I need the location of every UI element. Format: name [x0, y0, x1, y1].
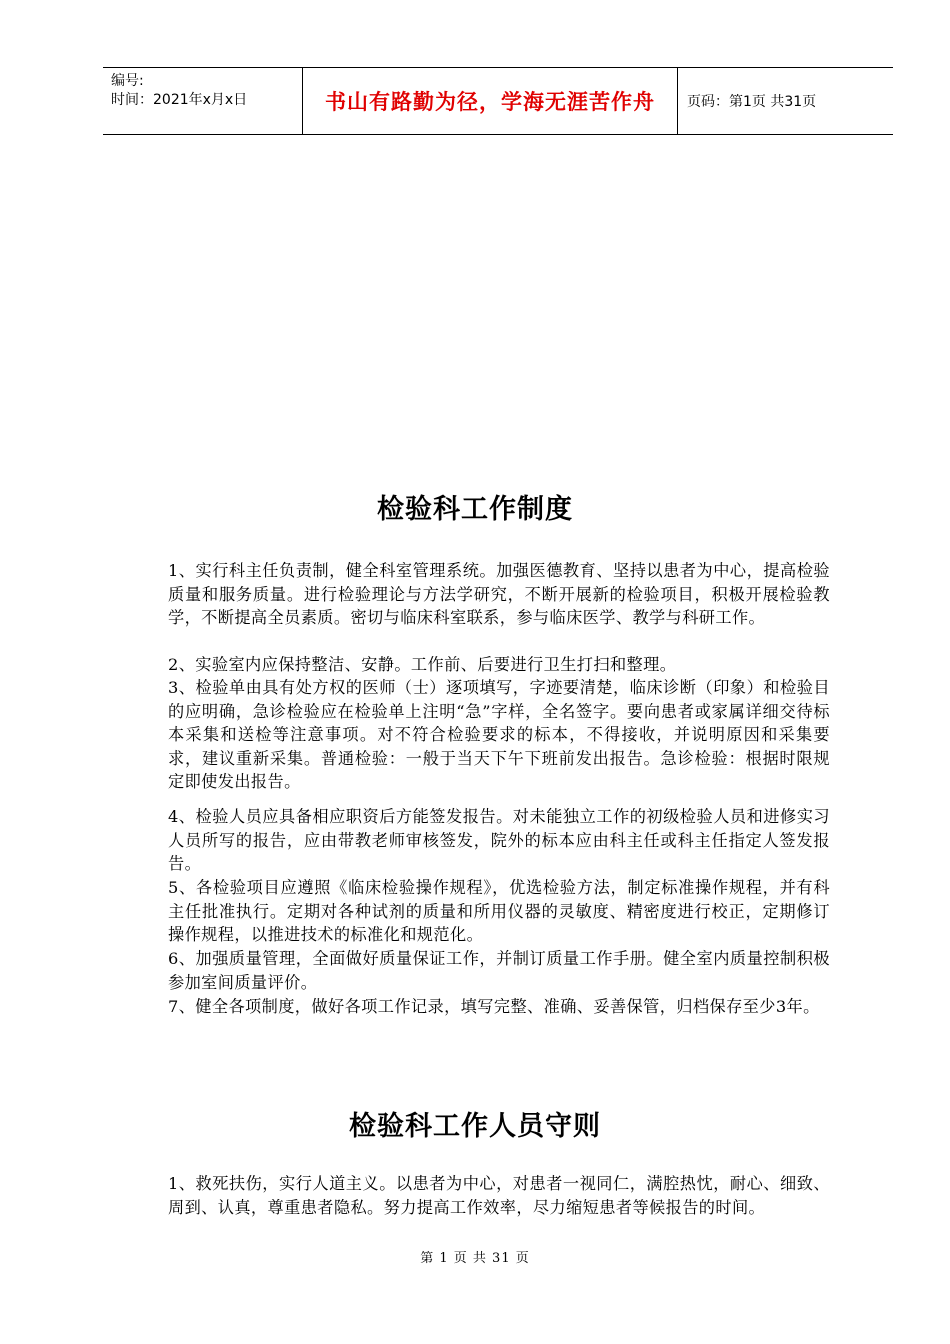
document-number-label: 编号:	[111, 73, 144, 89]
page-header	[103, 67, 893, 135]
section1-item-6: 6、加强质量管理，全面做好质量保证工作，并制订质量工作手册。健全室内质量控制积极参加室间质量评价。	[168, 949, 830, 992]
section1-item-2: 2、实验室内应保持整洁、安静。工作前、后要进行卫生打扫和整理。	[168, 655, 677, 674]
section2-title: 检验科工作人员守则	[349, 1111, 601, 1142]
section1-item-5: 5、各检验项目应遵照《临床检验操作规程》，优选检验方法，制定标准操作规程，并有科主任批准执行。定期对各种试剂的质量和所用仪器的灵敏度、精密度进行校正，定期修订操作规程，以推进技术的标准化和规范化。	[168, 878, 830, 944]
header-info-cell	[103, 68, 303, 134]
section1-item-3: 3、检验单由具有处方权的医师（士）逐项填写，字迹要清楚，临床诊断（印象）和检验目的应明确，急诊检验应在检验单上注明“急”字样，全名签字。要向患者或家属详细交待标本采集和送检等注意事项。对不符合检验要求的标本，不得接收，并说明原因和采集要求，建议重新采集。普通检验：一般于当天下午下班前发出报告。急诊检验：根据时限规定即使发出报告。	[168, 678, 830, 791]
header-motto: 书山有路勤为径，学海无涯苦作舟	[303, 68, 678, 134]
document-time-label: 时间：2021年x月x日	[111, 92, 248, 108]
page-footer: 第 1 页 共 31 页	[420, 1251, 530, 1266]
section1-item-4: 4、检验人员应具备相应职资后方能签发报告。对未能独立工作的初级检验人员和进修实习人员所写的报告，应由带教老师审核签发，院外的标本应由科主任或科主任指定人签发报告。	[168, 807, 830, 873]
section1-item-1: 1、实行科主任负责制，健全科室管理系统。加强医德教育、坚持以患者为中心，提高检验质量和服务质量。进行检验理论与方法学研究，不断开展新的检验项目，积极开展检验教学，不断提高全员素质。密切与临床科室联系，参与临床医学、教学与科研工作。	[168, 561, 830, 627]
header-page-label: 页码：第1页 共31页	[687, 94, 817, 110]
section2-item-1: 1、救死扶伤，实行人道主义。以患者为中心，对患者一视同仁，满腔热忱，耐心、细致、周到、认真，尊重患者隐私。努力提高工作效率，尽力缩短患者等候报告的时间。	[168, 1174, 830, 1217]
section1-title: 检验科工作制度	[377, 494, 573, 525]
section1-item-7: 7、健全各项制度，做好各项工作记录，填写完整、准确、妥善保管，归档保存至少3年。	[168, 997, 820, 1016]
